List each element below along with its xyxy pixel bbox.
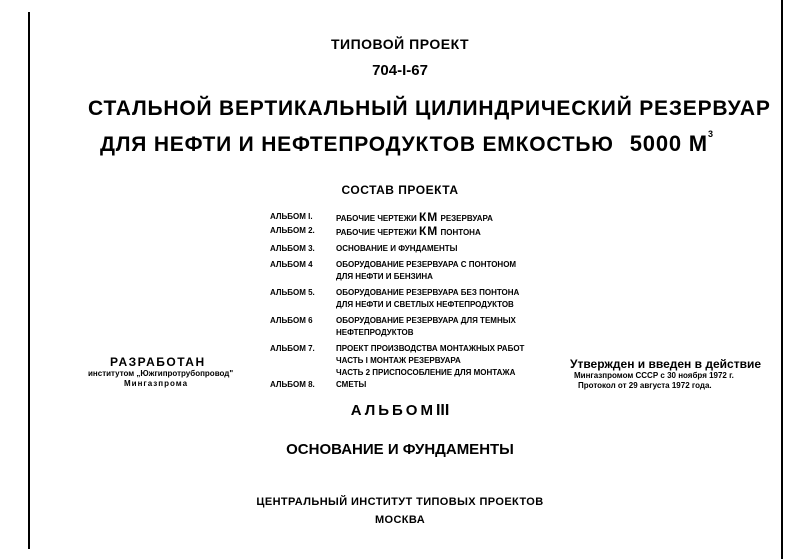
album-item	[270, 211, 570, 225]
album-title	[0, 402, 800, 420]
album-item	[270, 243, 570, 255]
album-item	[270, 287, 570, 311]
album-label: АЛЬБОМ 5.	[270, 288, 315, 297]
developer-ministry: Мингазпрома	[124, 379, 189, 388]
title-volume: 5000 М	[629, 131, 708, 156]
album-item	[270, 379, 570, 391]
title-volume-exponent: 3	[707, 129, 714, 139]
title-line-1: СТАЛЬНОЙ ВЕРТИКАЛЬНЫЙ ЦИЛИНДРИЧЕСКИЙ РЕЗЕРВУАР	[88, 97, 771, 120]
album-label: АЛЬБОМ 6	[270, 316, 313, 325]
album-label: АЛЬБОМ 7.	[270, 344, 315, 353]
approval-ministry: Мингазпромом СССР с 30 ноября 1972 г.	[574, 371, 734, 380]
footer-institute: ЦЕНТРАЛЬНЫЙ ИНСТИТУТ ТИПОВЫХ ПРОЕКТОВ	[256, 496, 544, 508]
album-list	[270, 211, 570, 391]
approval-block	[570, 357, 761, 391]
album-text: ПРОЕКТ ПРОИЗВОДСТВА МОНТАЖНЫХ РАБОТ ЧАСТЬ I МОНТАЖ РЕЗЕРВУАРА ЧАСТЬ 2 ПРИСПОСОБЛЕНИЕ ДЛЯ МОНТАЖА	[336, 344, 525, 377]
album-label: АЛЬБОМ 2.	[270, 226, 315, 235]
title-line-2-text: ДЛЯ НЕФТИ И НЕФТЕПРОДУКТОВ ЕМКОСТЬЮ	[100, 133, 614, 156]
album-item	[270, 259, 570, 283]
approval-heading: Утвержден и введен в действие	[570, 357, 761, 371]
album-text: РАБОЧИЕ ЧЕРТЕЖИ КМ РЕЗЕРВУАРА	[336, 210, 493, 224]
album-text: ОБОРУДОВАНИЕ РЕЗЕРВУАРА БЕЗ ПОНТОНА ДЛЯ НЕФТИ И СВЕТЛЫХ НЕФТЕПРОДУКТОВ	[336, 288, 520, 309]
footer-city: МОСКВА	[374, 514, 426, 526]
album-text: РАБОЧИЕ ЧЕРТЕЖИ КМ ПОНТОНА	[336, 224, 481, 238]
album-label: АЛЬБОМ 4	[270, 260, 313, 269]
album-number: III	[435, 402, 450, 419]
composition-title: СОСТАВ ПРОЕКТА	[341, 183, 459, 197]
album-text: СМЕТЫ	[336, 380, 367, 389]
project-type: ТИПОВОЙ ПРОЕКТ	[330, 36, 470, 52]
title-line-2	[100, 131, 714, 157]
album-label: АЛЬБОМ 8.	[270, 380, 315, 389]
approval-protocol: Протокол от 29 августа 1972 года.	[578, 381, 712, 390]
album-label-text: АЛЬБОМ	[350, 402, 436, 419]
album-item	[270, 225, 570, 239]
album-label: АЛЬБОМ I.	[270, 212, 313, 221]
developer-institute: институтом „Южгипротрубопровод"	[88, 369, 234, 378]
album-text: ОБОРУДОВАНИЕ РЕЗЕРВУАРА ДЛЯ ТЕМНЫХ НЕФТЕПРОДУКТОВ	[336, 316, 516, 337]
album-text: ОБОРУДОВАНИЕ РЕЗЕРВУАРА С ПОНТОНОМ ДЛЯ НЕФТИ И БЕНЗИНА	[336, 260, 517, 281]
section-title: ОСНОВАНИЕ И ФУНДАМЕНТЫ	[286, 441, 514, 458]
album-text: ОСНОВАНИЕ И ФУНДАМЕНТЫ	[336, 244, 458, 253]
album-item	[270, 343, 570, 379]
album-item	[270, 315, 570, 339]
project-number: 704-I-67	[372, 62, 428, 79]
developer-heading: РАЗРАБОТАН	[110, 355, 206, 369]
page-edge-line	[781, 0, 783, 559]
developer-block	[88, 355, 234, 389]
album-label: АЛЬБОМ 3.	[270, 244, 315, 253]
